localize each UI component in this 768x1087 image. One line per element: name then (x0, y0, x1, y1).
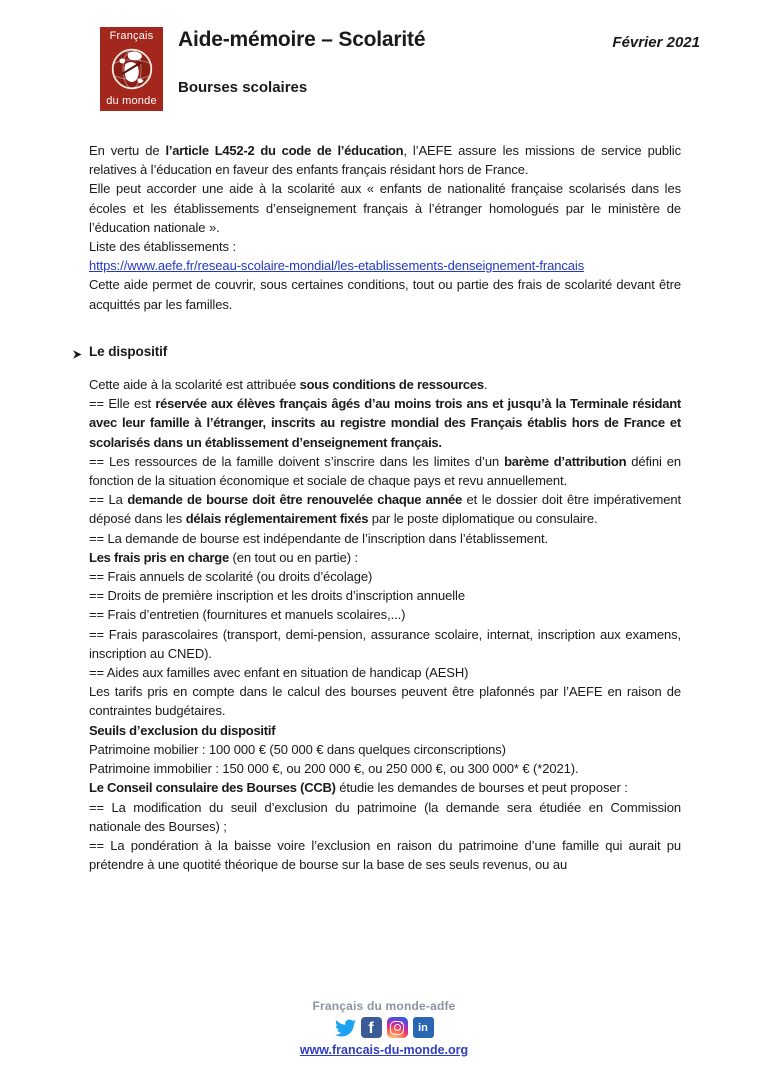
facebook-letter: f (368, 1020, 374, 1037)
logo-text-top: Français (109, 30, 154, 42)
text-run: Patrimoine mobilier : 100 000 € (50 000 € dans quelques circonscriptions) (89, 741, 506, 757)
frais-item (89, 663, 681, 682)
instagram-lens-dot (401, 1022, 403, 1024)
text-run-bold: Le Conseil consulaire des Bourses (CCB) (89, 780, 336, 796)
seuils-line (89, 740, 681, 759)
text-run-bold: barème d’attribution (504, 453, 627, 469)
footer-org-name: Français du monde-adfe (312, 999, 456, 1013)
text-run: Les tarifs pris en compte dans le calcul des bourses peuvent être plafonnés par l’AEFE en raison de contraintes budgétaires. (89, 684, 681, 719)
section-heading-label: Le dispositif (89, 343, 168, 359)
frais-item (89, 586, 681, 605)
seuils-line (89, 759, 681, 778)
arrow-bullet-icon (72, 346, 83, 365)
page-title: Aide-mémoire – Scolarité (178, 28, 426, 51)
text-run: , l’AEFE assure les missions de service public relatives à l’éducation en faveur des enfants français résidant hors de France. (89, 143, 681, 178)
seuils-heading (89, 721, 681, 740)
document-body (89, 141, 681, 874)
frais-item (89, 625, 681, 663)
dispositif-item (89, 490, 681, 528)
footer-website-link[interactable]: www.francais-du-monde.org (299, 1043, 469, 1057)
text-run: Liste des établissements : (89, 239, 236, 255)
paragraph-aid-scope (89, 179, 681, 237)
text-run-bold: sous conditions de ressources (299, 377, 484, 393)
text-run: étudie les demandes de bourses et peut proposer : (335, 780, 628, 796)
text-run-bold: l’article L452-2 du code de l’éducation (165, 143, 404, 158)
conseil-item (89, 798, 681, 836)
text-run-bold: Les frais pris en charge (89, 549, 229, 565)
linkedin-icon[interactable] (413, 1017, 434, 1038)
text-run: (en tout ou en partie) : (228, 549, 358, 565)
logo-text-bottom: du monde (106, 95, 157, 107)
section-heading-dispositif (89, 342, 681, 361)
text-run-bold: demande de bourse doit être renouvelée chaque année (127, 492, 462, 508)
text-run: == La (89, 492, 128, 508)
text-run: == Les ressources de la famille doivent s’inscrire dans les limites d’un (89, 453, 505, 469)
text-run: et le dossier doit être impérativement déposé dans les (89, 492, 681, 527)
social-icons (0, 1017, 768, 1038)
text-run: == Aides aux familles avec enfant en situation de handicap (AESH) (89, 665, 469, 681)
linkedin-letters: in (418, 1021, 428, 1034)
text-run: == Frais annuels de scolarité (ou droits d’écolage) (89, 569, 373, 585)
paragraph-tarifs (89, 682, 681, 720)
text-run: En vertu de (89, 143, 166, 158)
paragraph-coverage (89, 275, 681, 313)
twitter-icon[interactable] (335, 1017, 356, 1038)
dispositif-item (89, 394, 681, 452)
instagram-icon[interactable] (387, 1017, 408, 1038)
globe-icon (110, 47, 154, 91)
text-run-bold: Seuils d’exclusion du dispositif (89, 722, 276, 738)
document-date: Février 2021 (612, 34, 700, 51)
establishments-list-label (89, 237, 681, 256)
aefe-establishments-link[interactable]: https://www.aefe.fr/reseau-scolaire-mondial/les-etablissements-denseignement-francais (89, 258, 585, 274)
text-run: Cette aide à la scolarité est attribuée (89, 377, 300, 393)
text-run: == Droits de première inscription et les droits d’inscription annuelle (89, 588, 465, 604)
text-run: Cette aide permet de couvrir, sous certaines conditions, tout ou partie des frais de scolarité devant être acquittés par les familles. (89, 277, 681, 312)
text-run-bold: délais réglementairement fixés (185, 511, 369, 527)
text-run: défini en fonction de la situation économique et sociale de chaque pays et revu annuellement. (89, 453, 682, 489)
conseil-heading (89, 778, 681, 797)
frais-item (89, 567, 681, 586)
text-run: . (483, 377, 488, 393)
text-run: Elle peut accorder une aide à la scolarité aux « enfants de nationalité française scolarisés dans les écoles et les établissements d’enseignement français à l’étranger homologués par le ministère de l’éducation nationale ». (89, 181, 681, 235)
org-logo (100, 27, 163, 111)
text-run: par le poste diplomatique ou consulaire. (368, 511, 598, 527)
establishments-link-line (89, 256, 681, 275)
dispositif-item (89, 529, 681, 548)
footer (0, 999, 768, 1059)
frais-heading (89, 548, 681, 567)
text-run: Patrimoine immobilier : 150 000 €, ou 200 000 €, ou 250 000 €, ou 300 000* € (*2021). (89, 761, 579, 777)
header-titles (178, 27, 700, 111)
page-subtitle: Bourses scolaires (178, 79, 308, 96)
frais-item (89, 605, 681, 624)
text-run: == Frais parascolaires (transport, demi-pension, assurance scolaire, internat, inscription aux examens, inscription au CNED). (89, 626, 681, 661)
facebook-icon[interactable] (361, 1017, 382, 1038)
text-run: == La pondération à la baisse voire l’exclusion en raison du patrimoine d’une famille qui aurait pu prétendre à une quotité théorique de bourse sur la base de ses seuls revenus, ou au (89, 837, 681, 873)
text-run: == La demande de bourse est indépendante de l’inscription dans l’établissement. (89, 530, 548, 546)
paragraph-legal-basis (89, 141, 681, 179)
dispositif-item (89, 452, 681, 490)
conseil-item (89, 836, 681, 874)
text-run: == Frais d’entretien (fournitures et manuels scolaires,...) (89, 607, 406, 623)
text-run-bold: réservée aux élèves français âgés d’au moins trois ans et jusqu’à la Terminale résidant avec leur famille à l’étranger, inscrits au registre mondial des Français établis hors de France et scolarisés dans un établissement d’enseignement français. (89, 396, 681, 450)
text-run: == Elle est (89, 396, 156, 412)
dispositif-intro-line (89, 375, 681, 394)
header (100, 27, 700, 111)
text-run: == La modification du seuil d’exclusion du patrimoine (la demande sera étudiée en Commission nationale des Bourses) ; (89, 799, 681, 834)
